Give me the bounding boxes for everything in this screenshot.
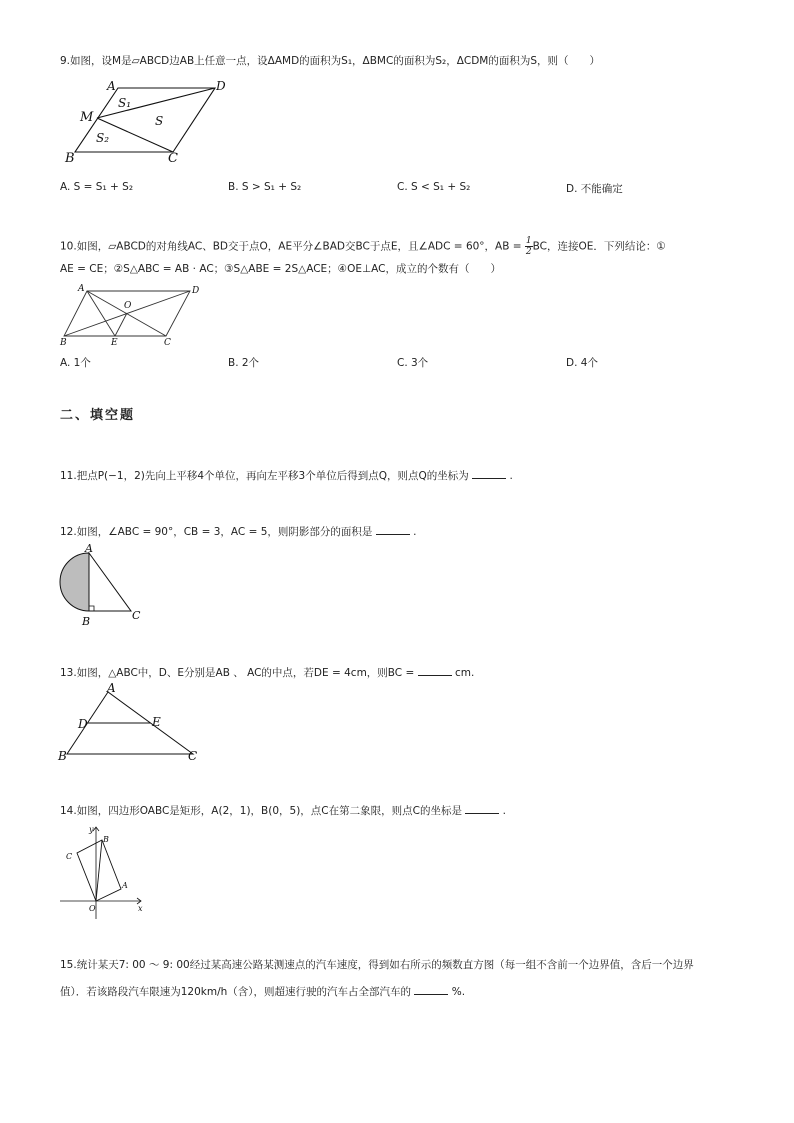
- q14-line: [60, 803, 506, 818]
- q14-text-a: 14.如图，四边形OABC是矩形，A(2，1)，B(0，5)，点C在第二象限，则点C的坐标是: [60, 805, 462, 817]
- q9-option-c: C. S < S₁ + S₂: [397, 181, 471, 193]
- q14-text-b: .: [502, 805, 506, 817]
- q13-text-a: 13.如图，△ABC中，D、E分别是AB 、 AC的中点，若DE = 4cm，则BC =: [60, 667, 415, 679]
- q13-answer-blank: [418, 665, 452, 676]
- q10-label-b: B: [60, 338, 67, 348]
- q10-parallelogram-figure: [60, 284, 220, 346]
- q13-label-a: A: [107, 681, 116, 695]
- section-title: 二、填空题: [60, 408, 136, 423]
- q10-fraction: [525, 236, 533, 257]
- q13-line: [60, 665, 474, 680]
- q12-text-b: .: [413, 526, 417, 538]
- q10-line1: [60, 236, 666, 257]
- q14-label-a: A: [122, 881, 128, 890]
- q12-answer-blank: [376, 524, 410, 535]
- q15-line2: [60, 984, 465, 999]
- q10-option-d: D. 4个: [566, 357, 598, 369]
- q10-label-o: O: [124, 301, 132, 311]
- q10-text-b: BC，连接OE．下列结论：①: [532, 240, 666, 253]
- q10-option-c: C. 3个: [397, 357, 429, 369]
- q14-label-c: C: [66, 852, 73, 861]
- q13-label-e: E: [152, 715, 161, 729]
- q15-text-a: 值）．若该路段汽车限速为120km/h（含），则超速行驶的汽车占全部汽车的: [60, 986, 412, 998]
- q10-label-a: A: [78, 284, 85, 294]
- q9-label-c: C: [168, 151, 178, 166]
- q14-label-o: O: [89, 904, 96, 913]
- q9-label-d: D: [216, 79, 226, 93]
- q12-line: [60, 524, 416, 539]
- q15-text-b: %.: [451, 986, 466, 998]
- q9-parallelogram-figure: [60, 78, 240, 168]
- q11-text-a: 11.把点P(−1，2)先向上平移4个单位，再向左平移3个单位后得到点Q，则点Q的坐标为: [60, 470, 469, 482]
- q13-text-b: cm.: [454, 667, 475, 679]
- q14-label-b: B: [103, 835, 109, 844]
- q13-label-d: D: [78, 717, 88, 731]
- q9-label-b: B: [65, 151, 75, 166]
- q10-frac-den: 2: [525, 247, 532, 257]
- q10-label-d: D: [192, 286, 200, 296]
- q9-label-s: S: [155, 114, 164, 128]
- q10-frac-num: 1: [525, 236, 532, 246]
- q9-label-s2: S₂: [96, 131, 110, 145]
- q15-answer-blank: [414, 984, 448, 995]
- q9-label-m: M: [80, 110, 94, 125]
- q9-label-s1: S₁: [118, 96, 132, 110]
- q14-label-y: y: [89, 825, 94, 834]
- q13-label-b: B: [58, 749, 67, 763]
- q9-option-a: A. S = S₁ + S₂: [60, 181, 134, 193]
- q10-label-e: E: [111, 338, 118, 348]
- q9-text: 9.如图，设M是▱ABCD边AB上任意一点，设ΔAMD的面积为S₁，ΔBMC的面积为S₂，ΔCDM的面积为S，则（ ）: [60, 55, 601, 67]
- q10-text-a: 10.如图，▱ABCD的对角线AC、BD交于点O，AE平分∠BAD交BC于点E，且∠ADC = 60°，AB =: [60, 240, 525, 253]
- q14-answer-blank: [465, 803, 499, 814]
- q12-semicircle-figure: [55, 543, 155, 631]
- q12-label-a: A: [85, 542, 93, 555]
- q10-option-a: A. 1个: [60, 357, 91, 369]
- q10-option-b: B. 2个: [228, 357, 260, 369]
- q9-label-a: A: [107, 79, 116, 93]
- q9-option-b: B. S > S₁ + S₂: [228, 181, 302, 193]
- q10-line2: AE = CE；②S△ABC = AB · AC；③S△ABE = 2S△ACE；④OE⊥AC，成立的个数有（ ）: [60, 263, 501, 275]
- q11-answer-blank: [472, 468, 506, 479]
- q12-label-c: C: [132, 609, 141, 622]
- q12-text-a: 12.如图，∠ABC = 90°，CB = 3，AC = 5，则阴影部分的面积是: [60, 526, 373, 538]
- q11-line: [60, 468, 513, 483]
- q11-text-b: .: [509, 470, 513, 482]
- q13-label-c: C: [188, 749, 198, 763]
- q13-triangle-figure: [55, 682, 205, 764]
- q14-coordinate-figure: [55, 822, 155, 922]
- q12-label-b: B: [82, 615, 91, 628]
- q9-option-d: D. 不能确定: [566, 183, 623, 195]
- q10-label-c: C: [164, 338, 171, 348]
- q15-line1: 15.统计某天7: 00 ～ 9: 00经过某高速公路某测速点的汽车速度，得到如右所示的频数直方图（每一组不含前一个边界值，含后一个边界: [60, 959, 694, 971]
- q14-label-x: x: [138, 904, 143, 913]
